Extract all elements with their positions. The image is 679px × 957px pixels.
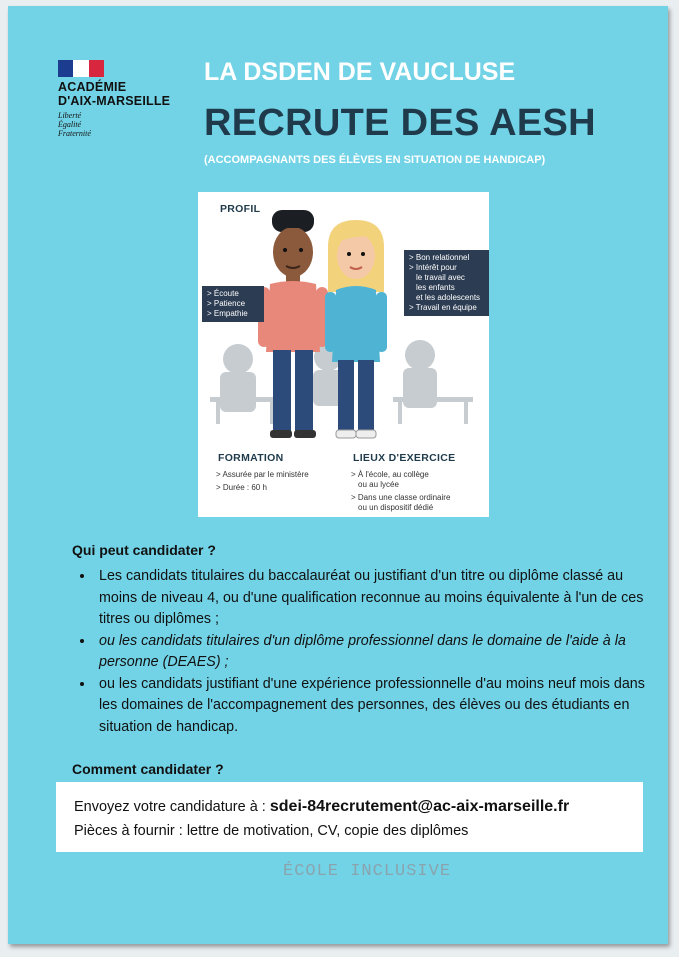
profil-label: PROFIL [220,203,260,215]
who-title: Qui peut candidater ? [72,542,216,558]
criteria-list [72,566,655,738]
skill-item: et les adolescents [416,293,481,302]
formation-list [216,470,309,493]
criteria-item: • ou les candidats justifiant d'une expérience professionnelle d'au moins neuf mois dans les domaines de l'accompagnement des personnes, des élèves ou des étudiants en situation de handicap. [95,674,655,739]
lieux-item: ou au lycée [358,480,399,489]
skill-item: > Intérêt pour [409,263,457,272]
logo-line1: ACADÉMIE [58,80,127,94]
lieux-list [351,470,450,513]
profile-illustration [198,192,489,517]
quality-item: > Empathie [207,309,248,318]
quality-item: > Écoute [207,289,239,298]
flyer-page [8,6,668,944]
criteria-item: • ou les candidats titulaires d'un diplôme professionnel dans le domaine de l'aide à la personne (DEAES) ; [95,631,655,674]
motto-liberte: Liberté [58,111,82,120]
documents-line: Pièces à fournir : lettre de motivation, CV, copie des diplômes [74,823,469,839]
formation-item: > Durée : 60 h [216,483,267,492]
lieux-item: > À l'école, au collège [351,470,429,479]
subtitle: (ACCOMPAGNANTS DES ÉLÈVES EN SITUATION DE HANDICAP) [204,154,546,166]
logo-line2: D'AIX-MARSEILLE [58,94,171,108]
criteria-item: • Les candidats titulaires du baccalauréat ou justifiant d'un titre ou diplôme classé au moins de niveau 4, ou d'une qualification reconnue au moins équivalente à l'un de ces titres ou diplômes ; [95,566,655,631]
motto-fraternite: Fraternité [58,129,91,138]
skills-box [404,250,489,316]
skill-item: > Travail en équipe [409,303,477,312]
email-link[interactable]: sdei-84recrutement@ac-aix-marseille.fr [269,798,570,815]
lieux-item: ou un dispositif dédié [358,503,434,512]
skill-item: le travail avec [416,273,465,282]
title-line2: RECRUTE DES AESH [204,102,596,144]
application-box [56,782,643,852]
formation-item: > Assurée par le ministère [216,470,309,479]
academie-logo [58,60,188,138]
qualities-box [202,286,264,322]
quality-item: > Patience [207,299,246,308]
skill-item: > Bon relationnel [409,253,470,262]
title-line1: LA DSDEN DE VAUCLUSE [204,58,516,86]
people-illustration [198,192,489,517]
lieux-label: LIEUX D'EXERCICE [353,452,455,464]
send-prefix: Envoyez votre candidature à : [74,799,266,815]
how-title: Comment candidater ? [72,761,224,777]
skill-item: les enfants [416,283,455,292]
lieux-item: > Dans une classe ordinaire [351,493,451,502]
ecole-inclusive-logo: ÉCOLE INCLUSIVE [283,862,452,881]
send-line [74,798,569,816]
motto-egalite: Égalité [58,120,82,129]
formation-label: FORMATION [218,452,284,464]
marianne-flag-icon [58,60,104,77]
